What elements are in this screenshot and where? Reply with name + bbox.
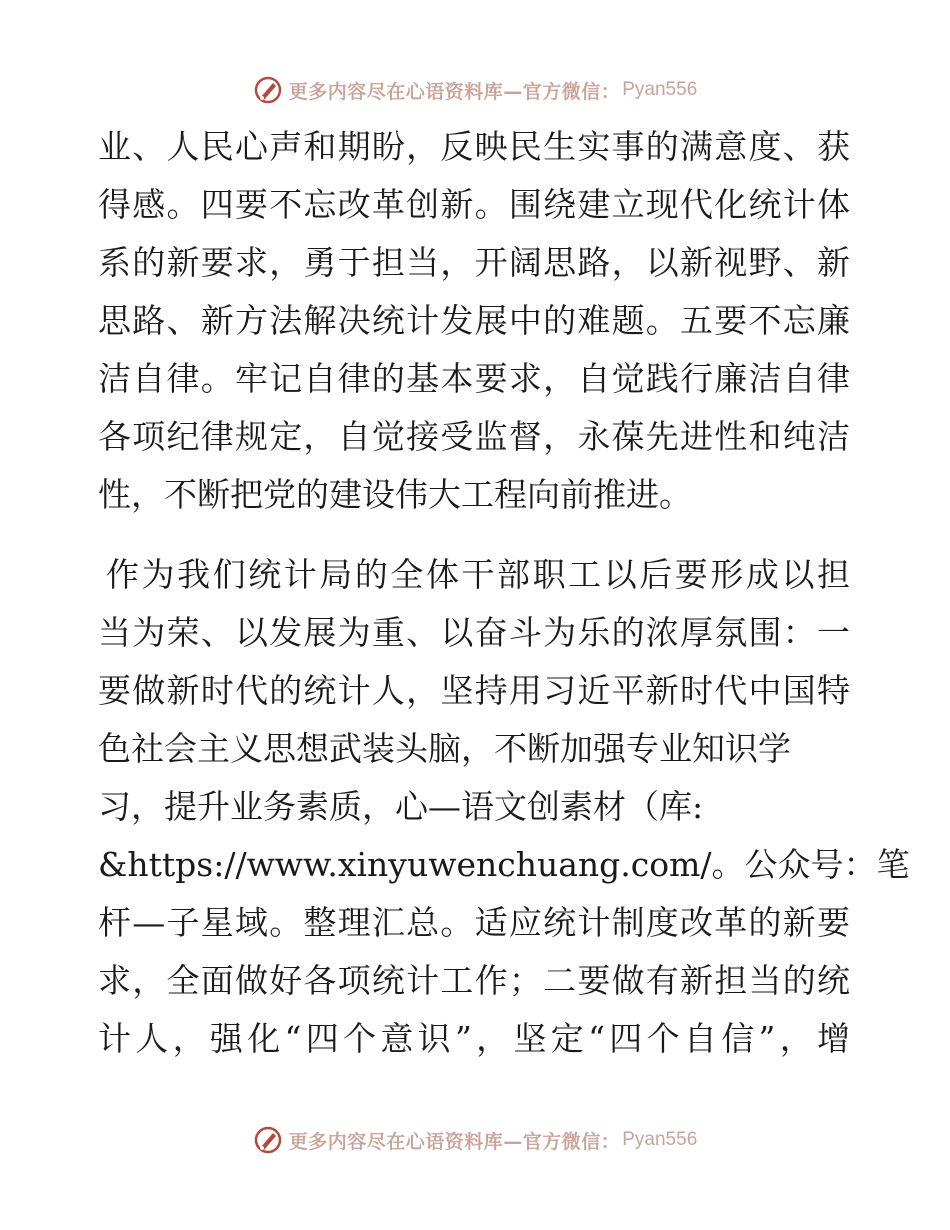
text-line: 系的新要求，勇于担当，开阔思路，以新视野、新 [98,243,850,282]
paragraph-2 [98,546,910,1068]
text-line: 得感。四要不忘改革创新。围绕建立现代化统计体 [98,185,850,224]
paragraph-gap [98,524,850,546]
text-line: 洁自律。牢记自律的基本要求，自觉践行廉洁自律 [98,359,850,398]
header-banner [0,70,950,110]
text-line: &https://www.xinyuwenchuang.com/。公众号：笔 [98,845,910,884]
footer-banner [0,1120,950,1160]
text-line: 杆—子星域。整理汇总。适应统计制度改革的新要 [98,903,850,942]
text-line: 思路、新方法解决统计发展中的难题。五要不忘廉 [98,301,850,340]
text-line: 作为我们统计局的全体干部职工以后要形成以担 [106,555,850,594]
footer-banner-text: 更多内容尽在心语资料库—官方微信： [288,1130,621,1153]
text-line: 当为荣、以发展为重、以奋斗为乐的浓厚氛围：一 [98,613,850,652]
text-line: 求，全面做好各项统计工作；二要做有新担当的统 [98,961,850,1000]
paragraph-1 [98,118,850,524]
pen-logo-icon [253,75,283,105]
header-banner-text: 更多内容尽在心语资料库—官方微信： [288,80,621,103]
text-line: 业、人民心声和期盼，反映民生实事的满意度、获 [98,127,850,166]
text-line: 色社会主义思想武装头脑，不断加强专业知识学 [98,729,791,768]
pen-logo-icon [253,1125,283,1155]
document-body [98,118,910,1068]
text-line: 计人，强化“四个意识”，坚定“四个自信”，增 [98,1019,850,1058]
text-line: 习，提升业务素质，心—语文创素材（库: [98,787,704,826]
text-line: 要做新时代的统计人，坚持用习近平新时代中国特 [98,671,850,710]
text-line: 性，不断把党的建设伟大工程向前推进。 [98,475,692,514]
footer-banner-id: Pyan556 [622,1129,698,1150]
header-banner-id: Pyan556 [622,79,698,100]
text-line: 各项纪律规定，自觉接受监督，永葆先进性和纯洁 [98,417,850,456]
